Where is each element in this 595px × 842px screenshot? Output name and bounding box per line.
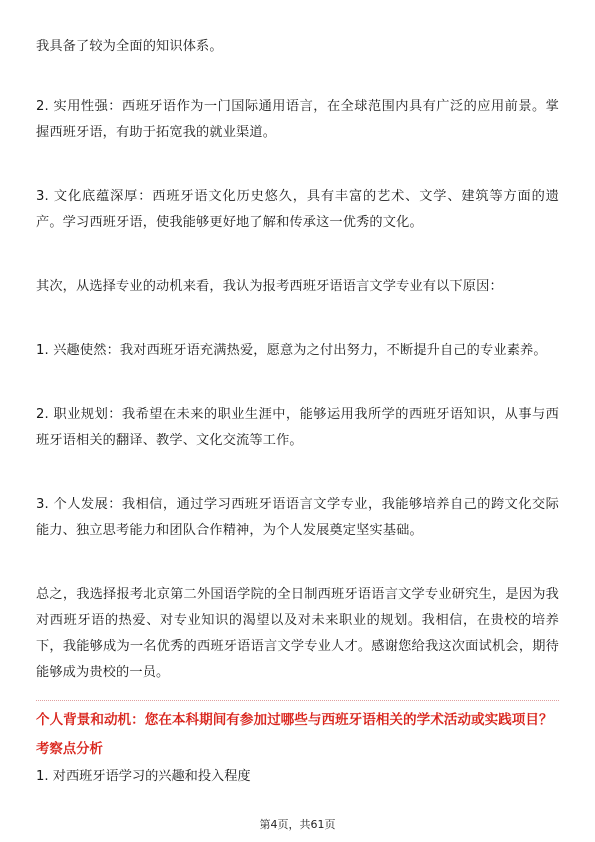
paragraph-culture: 3. 文化底蕴深厚：西班牙语文化历史悠久，具有丰富的艺术、文学、建筑等方面的遗产。学习西班牙语，使我能够更好地了解和传承这一优秀的文化。	[36, 189, 559, 230]
paragraph-career-plan: 2. 职业规划：我希望在未来的职业生涯中，能够运用我所学的西班牙语知识，从事与西班牙语相关的翻译、教学、文化交流等工作。	[36, 407, 559, 448]
paragraph-knowledge-system: 我具备了较为全面的知识体系。	[36, 39, 223, 54]
analysis-heading: 考察点分析	[36, 742, 103, 757]
page-number-footer: 第4页，共61页	[259, 818, 336, 831]
document-body	[36, 34, 559, 788]
paragraph-conclusion: 总之，我选择报考北京第二外国语学院的全日制西班牙语语言文学专业研究生，是因为我对西班牙语的热爱、对专业知识的渴望以及对未来职业的规划。我相信，在贵校的培养下，我能够成为一名优秀的西班牙语语言文学专业人才。感谢您给我这次面试机会，期待能够成为贵校的一员。	[36, 587, 559, 680]
analysis-item: 1. 对西班牙语学习的兴趣和投入程度	[36, 769, 251, 784]
paragraph-personal-development: 3. 个人发展：我相信，通过学习西班牙语语言文学专业，我能够培养自己的跨文化交际能力、独立思考能力和团队合作精神，为个人发展奠定坚实基础。	[36, 497, 559, 538]
interview-question: 个人背景和动机：您在本科期间有参加过哪些与西班牙语相关的学术活动或实践项目？	[36, 700, 559, 730]
paragraph-practicality: 2. 实用性强：西班牙语作为一门国际通用语言，在全球范围内具有广泛的应用前景。掌握西班牙语，有助于拓宽我的就业渠道。	[36, 99, 559, 140]
paragraph-interest: 1. 兴趣使然：我对西班牙语充满热爱，愿意为之付出努力，不断提升自己的专业素养。	[36, 343, 547, 358]
paragraph-motivation-intro: 其次，从选择专业的动机来看，我认为报考西班牙语语言文学专业有以下原因：	[36, 279, 503, 294]
